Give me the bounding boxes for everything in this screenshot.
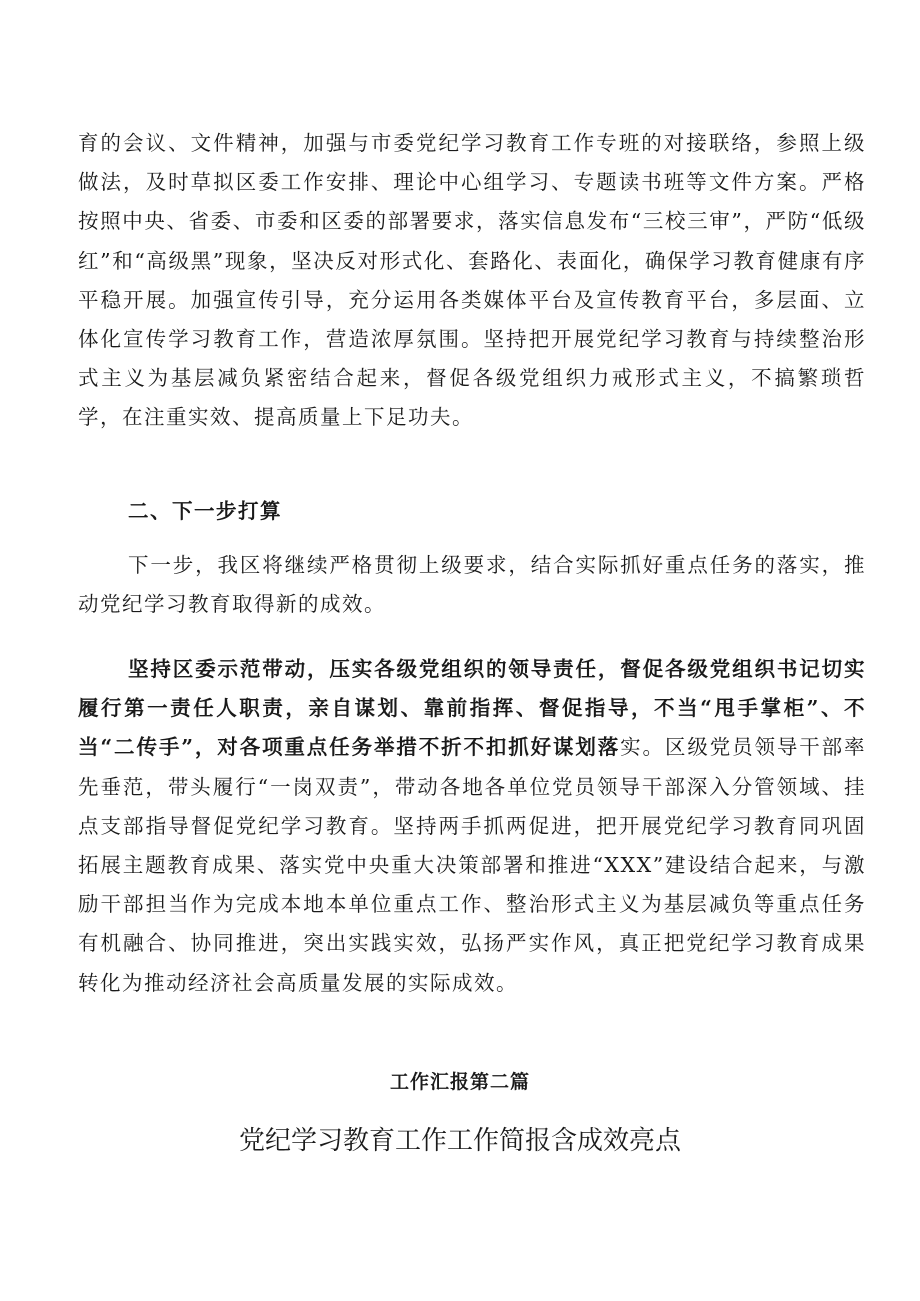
- part-label: 工作汇报第二篇: [389, 1071, 530, 1093]
- paragraph-leadership-responsibility: [78, 650, 866, 1003]
- paragraph-bold-lead: 坚持区委示范带动，压实各级党组织的领导责任，督促各级党组织书记切实履行第一责任人职责，亲自谋划、靠前指挥、督促指导，不当“甩手掌柜”、不当“二传手”，对各项重点任务举措不折不扣抓好谋划落: [78, 657, 866, 760]
- paragraph-next-step-intro: 下一步，我区将继续严格贯彻上级要求，结合实际抓好重点任务的落实，推动党纪学习教育取得新的成效。: [78, 553, 866, 617]
- part-title: 党纪学习教育工作工作简报含成效亮点: [238, 1126, 681, 1156]
- paragraph-work-measures: 育的会议、文件精神，加强与市委党纪学习教育工作专班的对接联络，参照上级做法，及时草拟区委工作安排、理论中心组学习、专题读书班等文件方案。严格按照中央、省委、市委和区委的部署要求，落实信息发布“三校三审”，严防“低级红”和“高级黑”现象，坚决反对形式化、套路化、表面化，确保学习教育健康有序平稳开展。加强宣传引导，充分运用各类媒体平台及宣传教育平台，多层面、立体化宣传学习教育工作，营造浓厚氛围。坚持把开展党纪学习教育与持续整治形式主义为基层减负紧密结合起来，督促各级党组织力戒形式主义，不搞繁琐哲学，在注重实效、提高质量上下足功夫。: [78, 131, 866, 430]
- paragraph-body-text: 实。区级党员领导干部率先垂范，带头履行“一岗双责”，带动各地各单位党员领导干部深入分管领域、挂点支部指导督促党纪学习教育。坚持两手抓两促进，把开展党纪学习教育同巩固拓展主题教育成果、落实党中央重大决策部署和推进“XXX”建设结合起来，与激励干部担当作为完成本地本单位重点工作、整治形式主义为基层减负等重点任务有机融合、协同推进，突出实践实效，弘扬严实作风，真正把党纪学习教育成果转化为推动经济社会高质量发展的实际成效。: [78, 735, 867, 995]
- section-heading-next-steps: 二、下一步打算: [128, 499, 282, 523]
